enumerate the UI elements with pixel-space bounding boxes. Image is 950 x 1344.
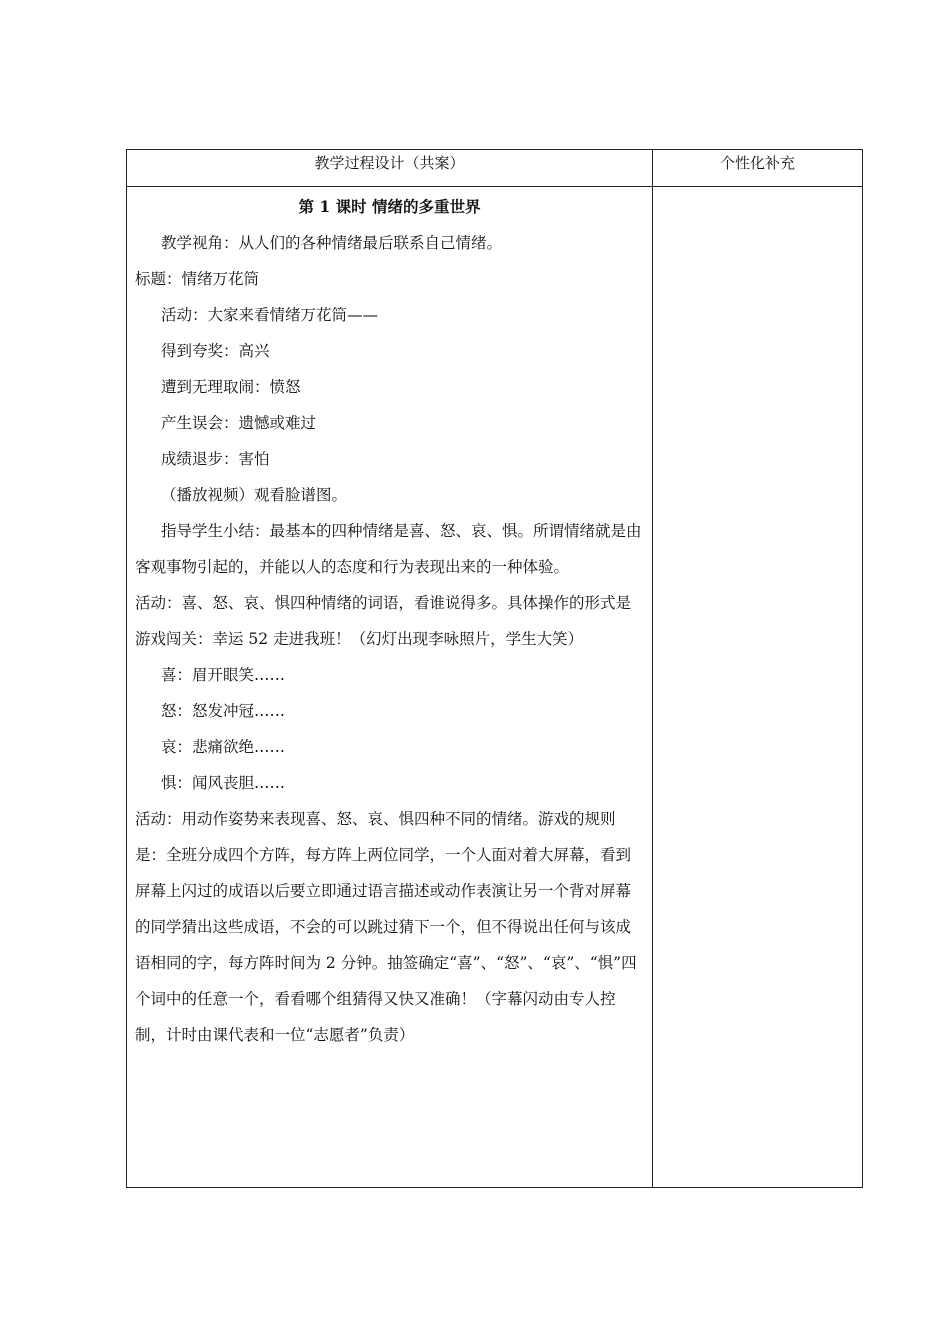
personal-supplement-cell xyxy=(653,187,863,1188)
paragraph: 活动：用动作姿势来表现喜、怒、哀、惧四种不同的情绪。游戏的规则是：全班分成四个方阵，每方阵上两位同学，一个人面对着大屏幕，看到屏幕上闪过的成语以后要立即通过语言描述或动作表演让另一个背对屏幕的同学猜出这些成语，不会的可以跳过猜下一个，但不得说出任何与该成语相同的字，每方阵时间为 2 分钟。抽签确定“喜”、“怒”、“哀”、“惧”四个词中的任意一个，看看哪个组猜得又快又准确！（字幕闪动由专人控制，计时由课代表和一位“志愿者”负责） xyxy=(135,810,637,1044)
table-body-row xyxy=(127,187,863,1188)
paragraph: （播放视频）观看脸谱图。 xyxy=(161,486,348,504)
lesson-plan-sheet xyxy=(126,149,862,1188)
paragraph: 标题：情绪万花筒 xyxy=(135,270,260,288)
paragraph: 喜：眉开眼笑…… xyxy=(161,666,286,684)
header-personal-supplement: 个性化补充 xyxy=(653,150,863,187)
paragraph: 指导学生小结：最基本的四种情绪是喜、怒、哀、惧。所谓情绪就是由客观事物引起的，并能以人的态度和行为表现出来的一种体验。 xyxy=(135,522,642,576)
lesson-plan-table xyxy=(126,149,863,1188)
paragraph: 惧：闻风丧胆…… xyxy=(161,774,286,792)
paragraph: 怒：怒发冲冠…… xyxy=(161,702,286,720)
paragraph: 哀：悲痛欲绝…… xyxy=(161,738,286,756)
teaching-process-cell xyxy=(127,187,653,1188)
paragraph: 遭到无理取闹：愤怒 xyxy=(161,378,301,396)
lesson-title: 第 1 课时 情绪的多重世界 xyxy=(298,197,481,216)
table-header-row xyxy=(127,150,863,187)
header-teaching-process: 教学过程设计（共案） xyxy=(127,150,653,187)
paragraph: 得到夸奖：高兴 xyxy=(161,342,270,360)
paragraph: 成绩退步：害怕 xyxy=(161,450,270,468)
paragraph: 教学视角：从人们的各种情绪最后联系自己情绪。 xyxy=(161,234,503,252)
paragraph: 活动：喜、怒、哀、惧四种情绪的词语，看谁说得多。具体操作的形式是游戏闯关：幸运 52 走进我班！（幻灯出现李咏照片，学生大笑） xyxy=(135,594,632,648)
paragraph: 产生误会：遗憾或难过 xyxy=(161,414,317,432)
paragraph: 活动：大家来看情绪万花筒—— xyxy=(161,306,379,324)
